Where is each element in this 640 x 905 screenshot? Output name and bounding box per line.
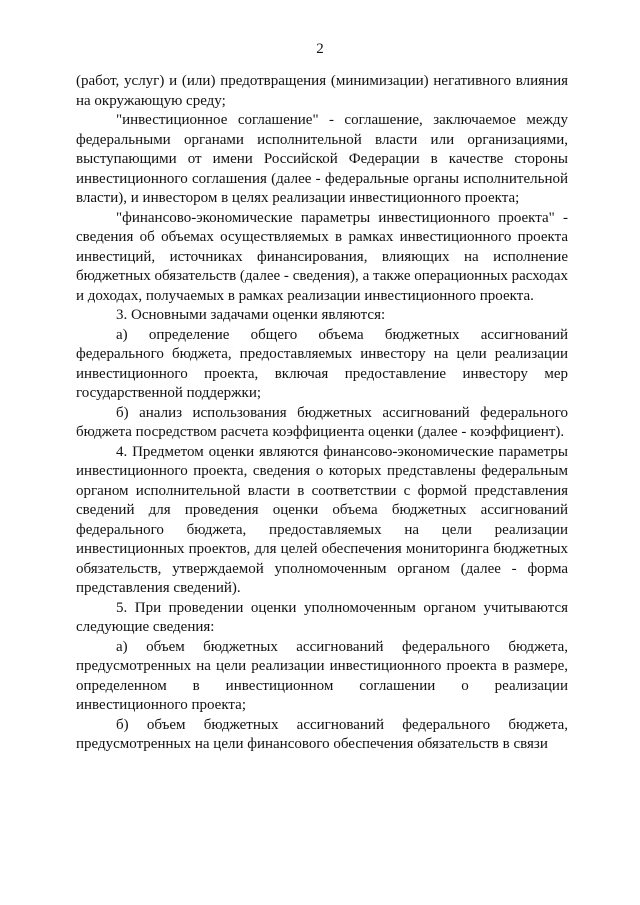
page-number: 2 — [316, 41, 324, 57]
document-body — [76, 72, 568, 755]
paragraph: 4. Предметом оценки являются финансово-экономические параметры инвестиционного проекта, сведения о которых представлены федеральным органом исполнительной власти в соответствии с формой представления сведений для проведения оценки объема бюджетных ассигнований федерального бюджета, предоставляемых на цели реализации инвестиционных проектов, для целей обеспечения мониторинга бюджетных обязательств, утверждаемой уполномоченным органом (далее - форма представления сведений). — [76, 443, 568, 596]
paragraph: (работ, услуг) и (или) предотвращения (минимизации) негативного влияния на окружающую среду; — [76, 73, 568, 109]
paragraph: "финансово-экономические параметры инвестиционного проекта" - сведения об объемах осуществляемых в рамках инвестиционного проекта инвестиций, источниках финансирования, влияющих на исполнение бюджетных обязательств (далее - сведения), а также операционных расходах и доходах, получаемых в рамках реализации инвестиционного проекта. — [76, 209, 568, 304]
paragraph: б) анализ использования бюджетных ассигнований федерального бюджета посредством расчета коэффициента оценки (далее - коэффициент). — [76, 404, 568, 440]
paragraph: "инвестиционное соглашение" - соглашение, заключаемое между федеральными органами исполнительной власти или организациями, выступающими от имени Российской Федерации в качестве стороны инвестиционного соглашения (далее - федеральные органы исполнительной власти), и инвестором в целях реализации инвестиционного проекта; — [76, 112, 568, 206]
paragraph: 5. При проведении оценки уполномоченным органом учитываются следующие сведения: — [76, 599, 568, 635]
paragraph: 3. Основными задачами оценки являются: — [116, 307, 386, 323]
paragraph: а) объем бюджетных ассигнований федерального бюджета, предусмотренных на цели реализации инвестиционного проекта в размере, определенном в инвестиционном соглашении о реализации инвестиционного проекта; — [76, 638, 568, 713]
paragraph: а) определение общего объема бюджетных ассигнований федерального бюджета, предоставляемых инвестору на цели реализации инвестиционного проекта, включая предоставление инвестору мер государственной поддержки; — [76, 326, 568, 401]
paragraph: б) объем бюджетных ассигнований федерального бюджета, предусмотренных на цели финансового обеспечения обязательств в связи — [76, 716, 568, 752]
